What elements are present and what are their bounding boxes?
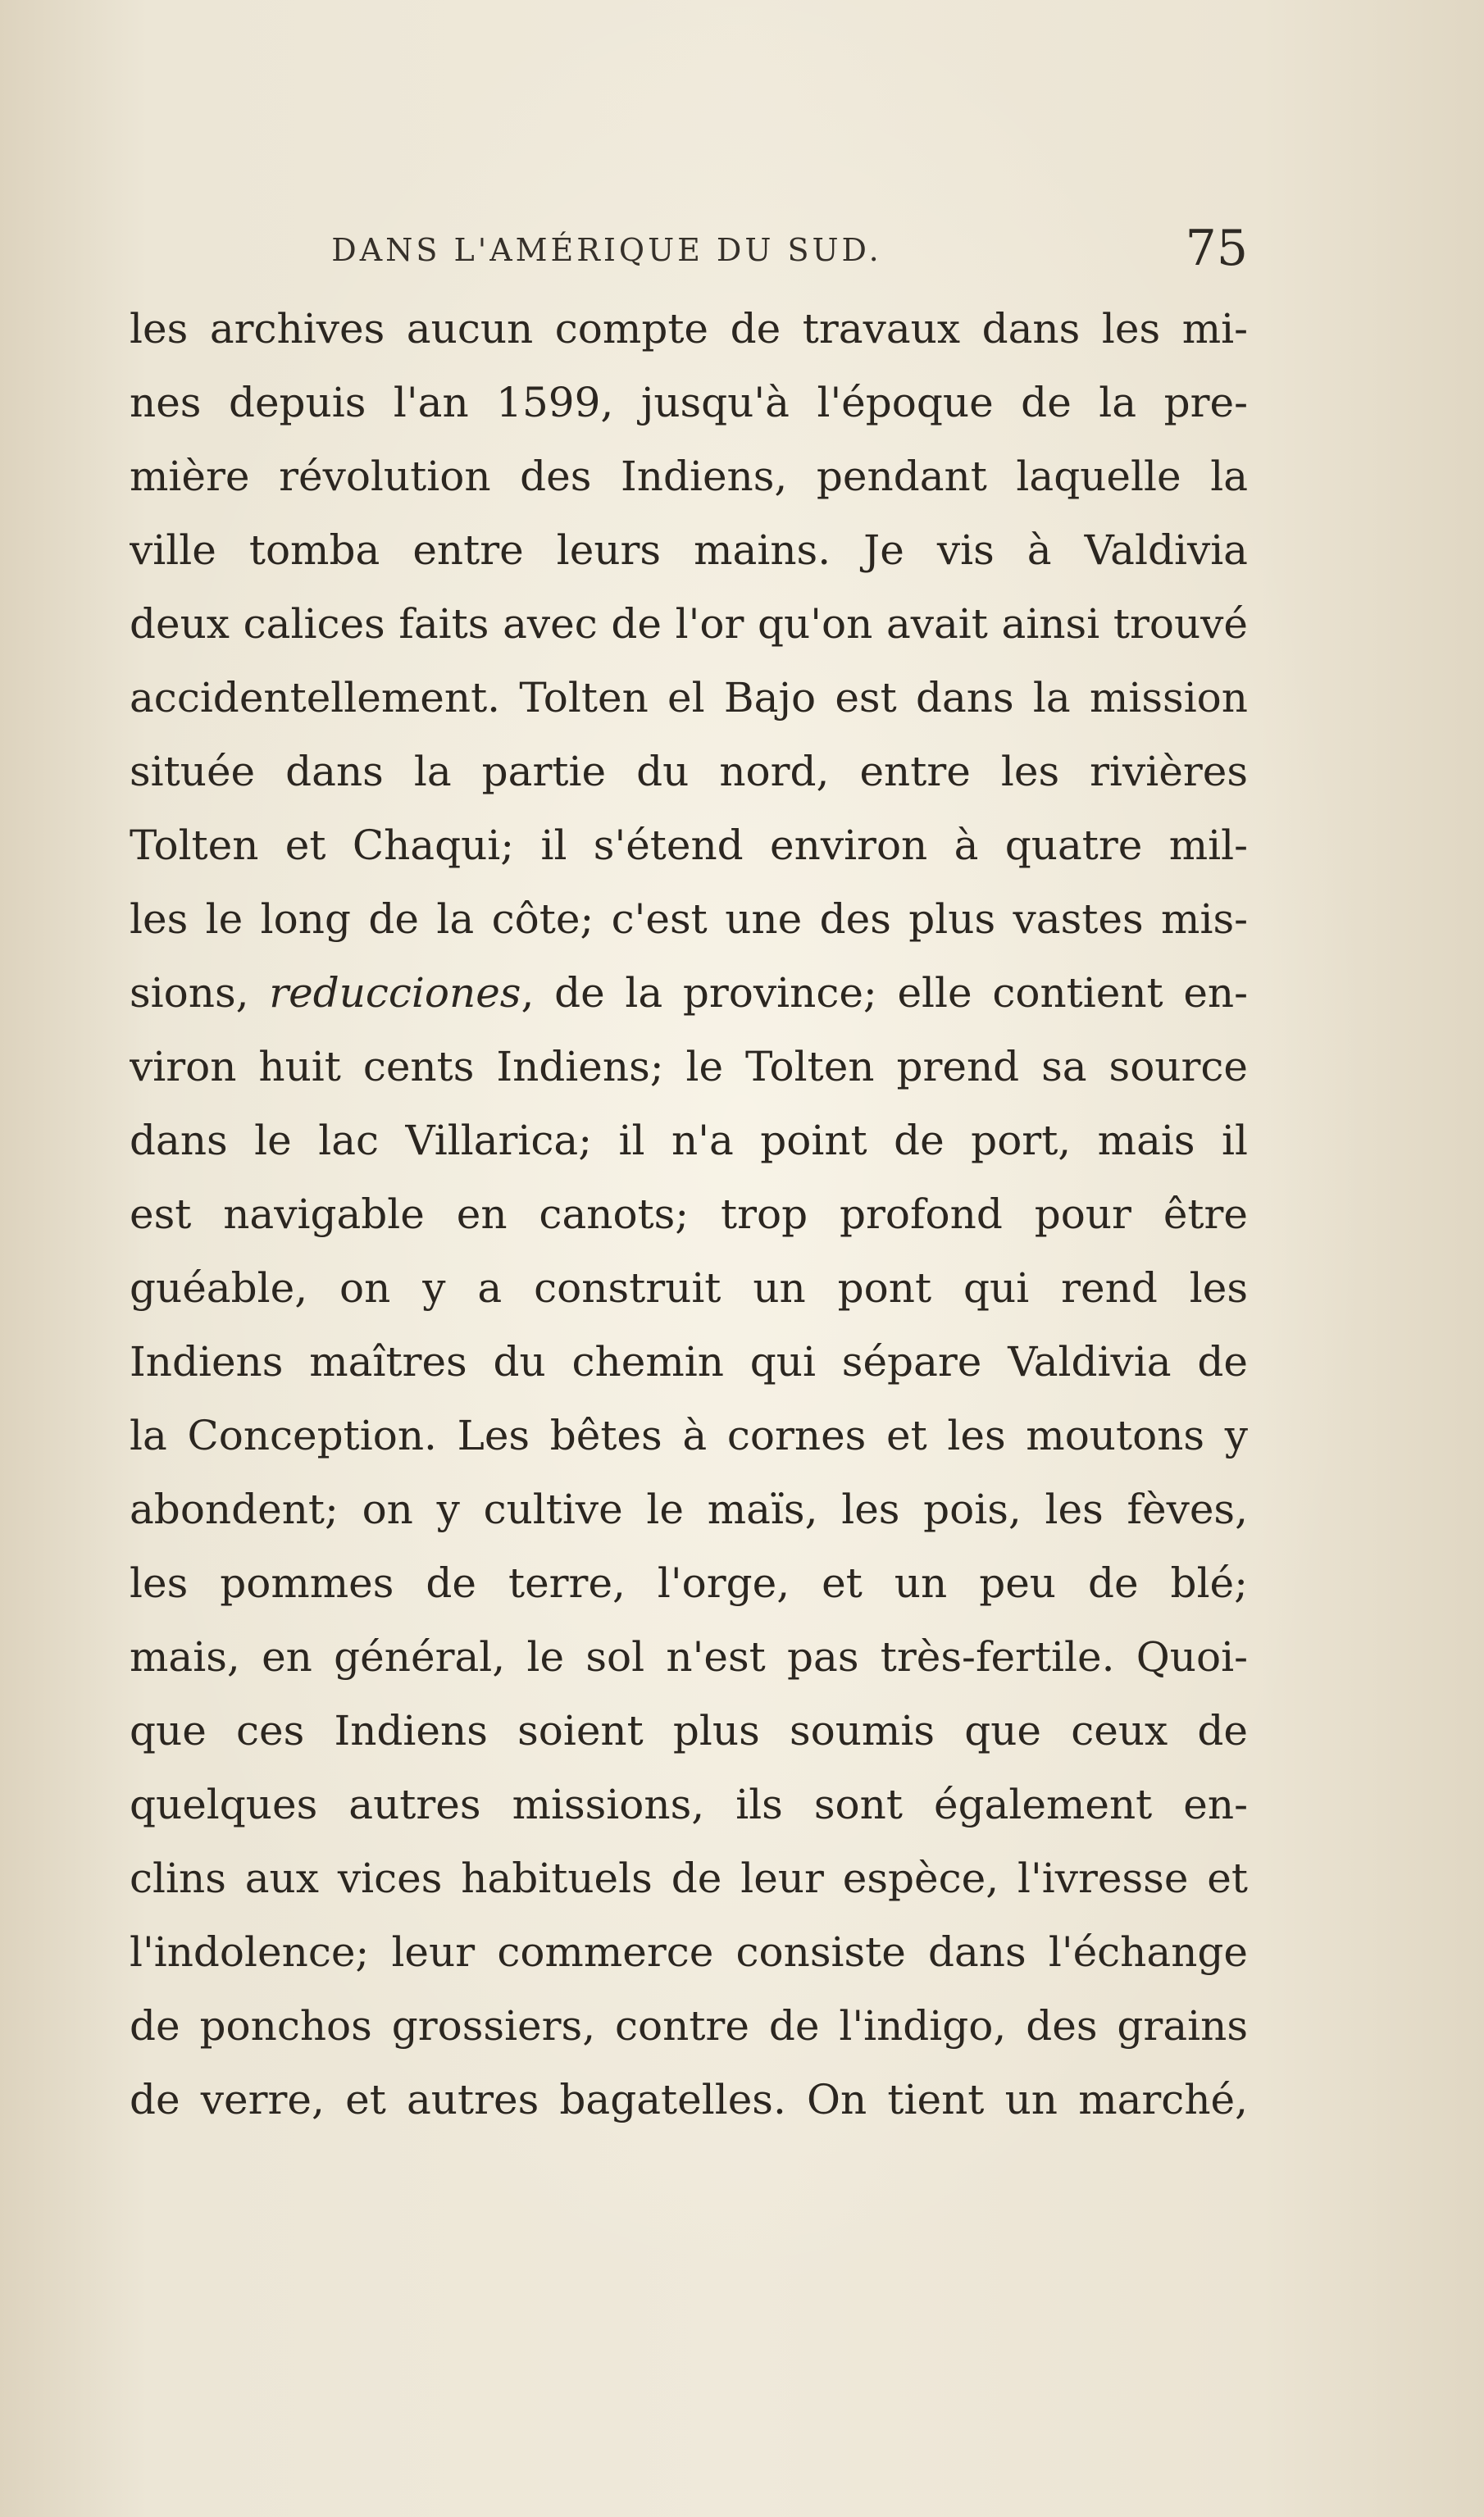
text-line: quelques autres missions, ils sont également en- — [130, 1781, 1248, 1828]
page-number: 75 — [1185, 220, 1248, 277]
text-line-end: , de la province; elle contient en- — [521, 969, 1248, 1017]
running-head-title: DANS L'AMÉRIQUE DU SUD. — [331, 232, 882, 268]
text-line: deux calices faits avec de l'or qu'on avait ainsi trouvé — [130, 600, 1248, 648]
text-line: accidentellement. Tolten el Bajo est dans la mission — [130, 674, 1248, 721]
text-line: viron huit cents Indiens; le Tolten prend sa source — [130, 1043, 1248, 1090]
text-line: mais, en général, le sol n'est pas très-fertile. Quoi- — [130, 1633, 1248, 1681]
text-line: que ces Indiens soient plus soumis que ceux de — [130, 1707, 1248, 1755]
text-line: l'indolence; leur commerce consiste dans l'échange — [130, 1928, 1248, 1976]
text-line: les archives aucun compte de travaux dans les mi- — [130, 305, 1248, 353]
text-line: de verre, et autres bagatelles. On tient un marché, — [130, 2076, 1248, 2123]
text-line: est navigable en canots; trop profond pour être — [130, 1190, 1248, 1238]
text-line: clins aux vices habituels de leur espèce, l'ivresse et — [130, 1855, 1248, 1902]
text-line: de ponchos grossiers, contre de l'indigo, des grains — [130, 2002, 1248, 2050]
text-line: mière révolution des Indiens, pendant laquelle la — [130, 453, 1248, 500]
text-line: ville tomba entre leurs mains. Je vis à Valdivia — [130, 526, 1248, 574]
text-line: située dans la partie du nord, entre les rivières — [130, 748, 1248, 795]
text-line — [130, 956, 1248, 1030]
text-line: abondent; on y cultive le maïs, les pois, les fèves, — [130, 1486, 1248, 1533]
text-line: guéable, on y a construit un pont qui rend les — [130, 1264, 1248, 1312]
text-line: les le long de la côte; c'est une des plus vastes mis- — [130, 895, 1248, 943]
text-line: la Conception. Les bêtes à cornes et les moutons y — [130, 1412, 1248, 1459]
text-line: dans le lac Villarica; il n'a point de port, mais il — [130, 1117, 1248, 1164]
text-line-start: sions, — [130, 969, 270, 1017]
body-text — [130, 292, 1248, 2137]
italic-term: reducciones — [269, 969, 521, 1017]
text-line: Indiens maîtres du chemin qui sépare Valdivia de — [130, 1338, 1248, 1386]
text-line: nes depuis l'an 1599, jusqu'à l'époque de la pre- — [130, 379, 1248, 426]
text-line: les pommes de terre, l'orge, et un peu de blé; — [130, 1559, 1248, 1607]
running-head — [130, 220, 1248, 285]
text-line: Tolten et Chaqui; il s'étend environ à quatre mil- — [130, 822, 1248, 869]
